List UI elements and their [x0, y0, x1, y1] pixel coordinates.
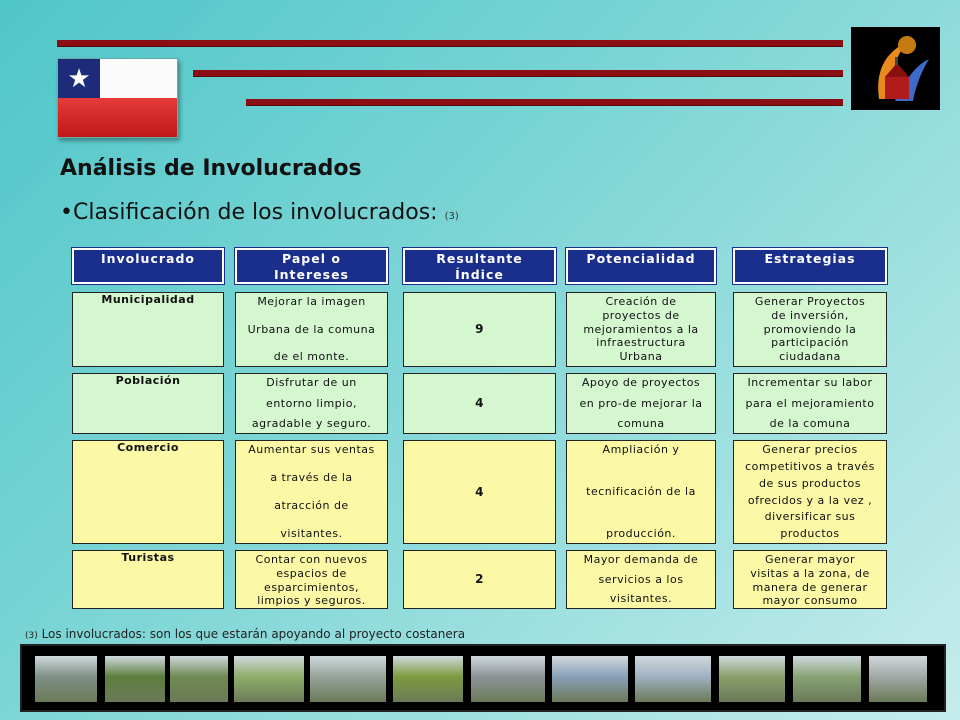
landscape-photo	[393, 656, 463, 702]
cell-line: Papel o	[282, 251, 341, 266]
cell-potencialidad	[566, 373, 716, 434]
cell-line: manera de generar	[752, 580, 868, 594]
section-subtitle	[60, 200, 459, 225]
subtitle-reference: (3)	[444, 211, 459, 222]
cell-line: infraestructura	[596, 336, 686, 350]
cell-estrategias	[733, 292, 887, 367]
cell-papel	[235, 373, 388, 434]
landscape-photo	[105, 656, 165, 702]
cell-line: entorno limpio,	[266, 396, 357, 410]
cell-line: Contar con nuevos	[255, 553, 368, 566]
landscape-photo	[170, 656, 228, 702]
cell-line: ofrecidos y a la vez ,	[747, 493, 873, 507]
cell-line: Generar precios	[762, 443, 858, 456]
cell-estrategias	[733, 550, 887, 609]
cell-involucrado	[72, 550, 224, 609]
header-line-middle	[193, 70, 843, 76]
landscape-photo	[35, 656, 97, 702]
cell-line: Urbana de la comuna	[247, 322, 376, 336]
cell-line: mayor consumo	[762, 594, 858, 608]
index-value: 9	[475, 322, 484, 336]
cell-line: Resultante	[436, 251, 523, 266]
cell-line: limpios y seguros.	[257, 594, 366, 608]
cell-line: Apoyo de proyectos	[581, 376, 701, 389]
header-involucrado	[72, 248, 224, 284]
footnote-text: Los involucrados: son los que estarán apoyando al proyecto costanera	[41, 627, 466, 641]
cell-line: Generar mayor	[764, 553, 856, 566]
involucrado-name: Turistas	[121, 551, 175, 564]
cell-line: participación	[771, 336, 849, 350]
cell-line: atracción de	[274, 499, 349, 513]
municipal-logo	[851, 27, 940, 110]
cell-line: de sus productos	[759, 476, 861, 490]
involucrado-name: Población	[115, 374, 181, 387]
cell-line: visitantes.	[280, 527, 343, 541]
cell-line: a través de la	[270, 471, 353, 485]
cell-line: esparcimientos,	[264, 580, 359, 594]
cell-line: tecnificación de la	[586, 485, 696, 499]
cell-estrategias	[733, 440, 887, 544]
cell-line: Involucrado	[100, 251, 195, 266]
cell-line: de el monte.	[273, 350, 350, 364]
cell-line: Generar Proyectos	[754, 295, 866, 308]
cell-line: visitantes.	[609, 592, 673, 606]
cell-line: promoviendo la	[763, 322, 857, 336]
cell-line: Mayor demanda de	[583, 553, 699, 566]
landscape-photo	[635, 656, 711, 702]
cell-line: espacios de	[276, 566, 347, 580]
cell-line: Incrementar su labor	[747, 376, 873, 389]
cell-involucrado	[72, 292, 224, 367]
cell-line: producción.	[606, 527, 676, 541]
involucrado-name: Municipalidad	[101, 293, 195, 306]
cell-line: competitivos a través	[745, 459, 875, 473]
page-title: Análisis de Involucrados	[60, 156, 362, 181]
header-line-top	[57, 40, 843, 46]
landscape-photo	[552, 656, 628, 702]
cell-line: Potencialidad	[586, 251, 696, 266]
cell-papel	[235, 440, 388, 544]
footnote	[25, 627, 465, 641]
cell-indice	[403, 292, 556, 367]
header-potencialidad	[566, 248, 716, 284]
cell-line: Aumentar sus ventas	[248, 443, 375, 456]
cell-involucrado	[72, 440, 224, 544]
landscape-photo	[471, 656, 545, 702]
landscape-photo	[869, 656, 927, 702]
header-papel	[235, 248, 388, 284]
cell-line: agradable y seguro.	[251, 417, 372, 431]
involucrado-name: Comercio	[117, 441, 179, 454]
cell-line: de inversión,	[771, 308, 849, 322]
cell-line: productos	[780, 527, 840, 541]
cell-line: Estrategias	[764, 251, 856, 266]
cell-line: mejoramientos a la	[583, 322, 699, 336]
logo-emblem-icon	[851, 27, 940, 110]
index-value: 2	[475, 572, 484, 586]
cell-line: Índice	[455, 267, 504, 283]
index-value: 4	[475, 396, 484, 410]
cell-potencialidad	[566, 550, 716, 609]
cell-line: Disfrutar de un	[266, 376, 357, 389]
cell-papel	[235, 550, 388, 609]
cell-line: ciudadana	[779, 350, 841, 364]
subtitle-text: •Clasificación de los involucrados:	[60, 200, 438, 225]
cell-indice	[403, 373, 556, 434]
cell-line: proyectos de	[602, 308, 680, 322]
cell-line: Creación de	[605, 295, 677, 308]
landscape-photo	[793, 656, 861, 702]
cell-line: Ampliación y	[602, 443, 680, 456]
landscape-photo	[234, 656, 304, 702]
header-indice	[403, 248, 556, 284]
cell-indice	[403, 550, 556, 609]
cell-potencialidad	[566, 292, 716, 367]
photo-strip	[20, 644, 946, 712]
cell-line: visitas a la zona, de	[750, 566, 870, 580]
landscape-photo	[310, 656, 386, 702]
chile-flag-icon	[57, 58, 178, 138]
cell-line: para el mejoramiento	[745, 396, 875, 410]
cell-potencialidad	[566, 440, 716, 544]
cell-line: Intereses	[273, 267, 349, 283]
cell-estrategias	[733, 373, 887, 434]
header-estrategias	[733, 248, 887, 284]
cell-line: servicios a los	[598, 572, 684, 586]
header-line-bottom	[246, 99, 843, 105]
landscape-photo	[719, 656, 785, 702]
cell-line: Mejorar la imagen	[257, 295, 366, 308]
cell-indice	[403, 440, 556, 544]
cell-papel	[235, 292, 388, 367]
cell-line: en pro-de mejorar la	[579, 396, 703, 410]
index-value: 4	[475, 484, 484, 499]
cell-line: diversificar sus	[764, 510, 856, 524]
cell-line: comuna	[617, 417, 665, 431]
cell-line: de la comuna	[769, 417, 851, 431]
cell-involucrado	[72, 373, 224, 434]
flag-star-icon: ★	[58, 59, 100, 98]
cell-line: Urbana	[619, 350, 663, 364]
footnote-reference: (3)	[25, 631, 38, 641]
